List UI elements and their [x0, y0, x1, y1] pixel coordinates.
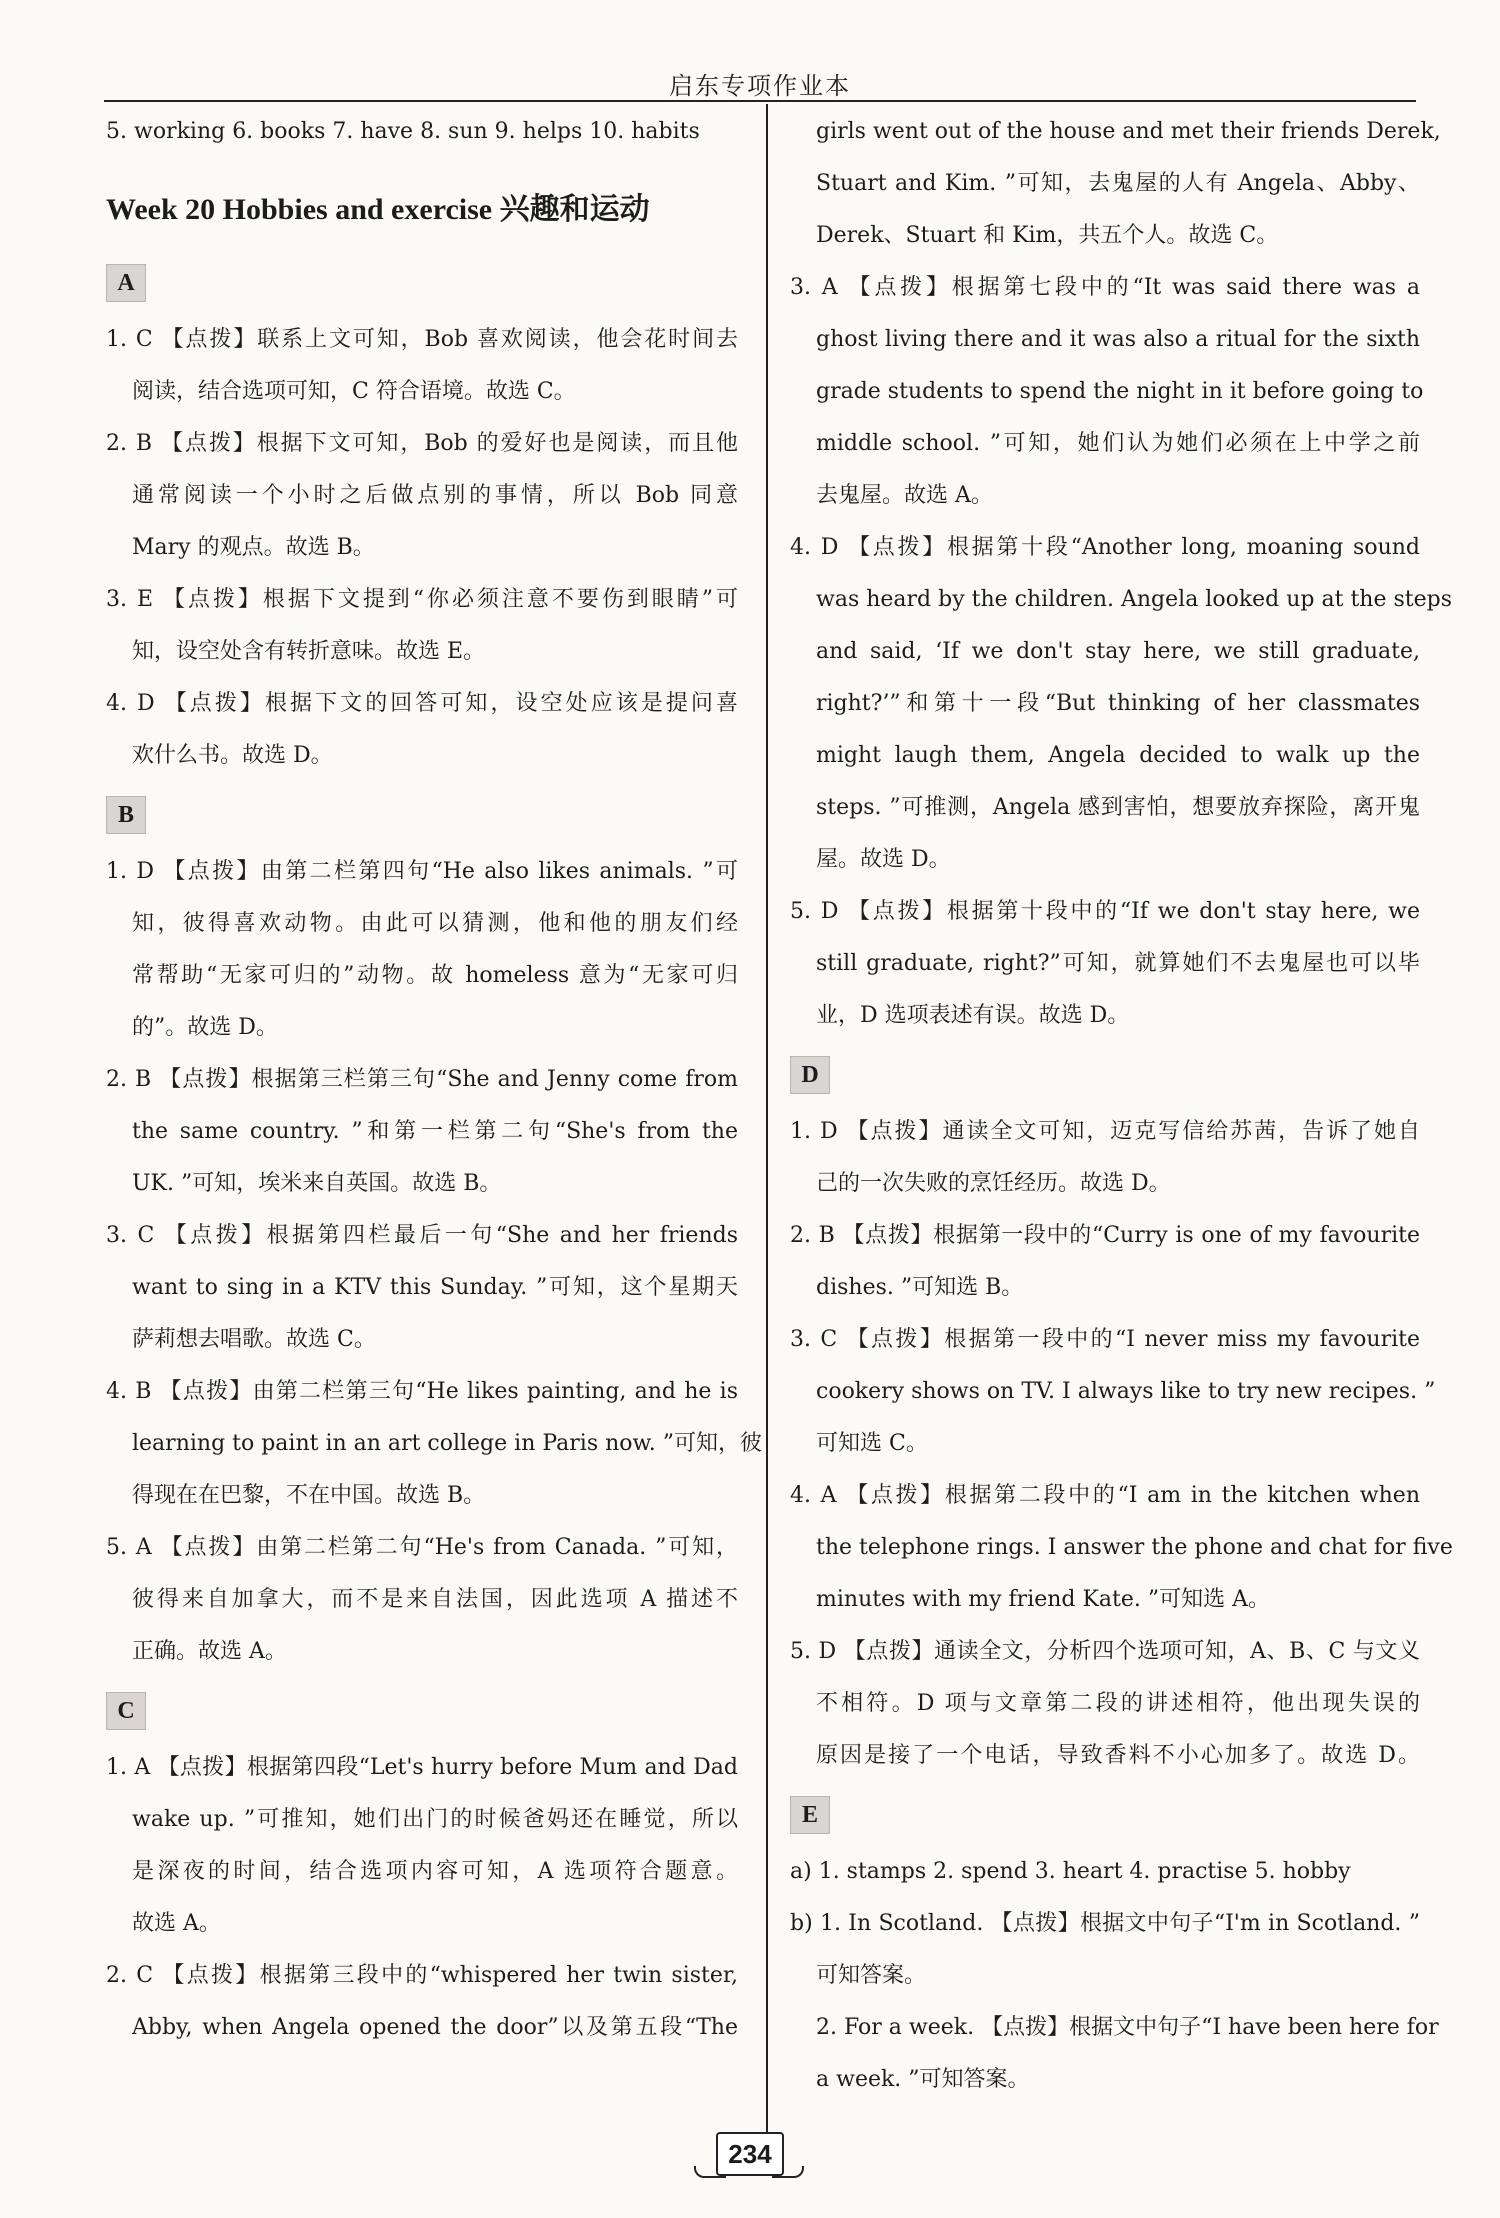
answer-line: 5. D 【点拨】通读全文，分析四个选项可知，A、B、C 与文义: [790, 1639, 1420, 1664]
answer-line: 2. For a week. 【点拨】根据文中句子“I have been here for: [816, 2015, 1439, 2040]
answer-line: 2. B 【点拨】根据第三栏第三句“She and Jenny come from: [106, 1067, 738, 1092]
answer-line: 3. E 【点拨】根据下文提到“你必须注意不要伤到眼睛”可: [106, 587, 738, 612]
answer-line: wake up. ”可推知，她们出门的时候爸妈还在睡觉，所以: [132, 1807, 738, 1832]
answer-line: 5. A 【点拨】由第二栏第二句“He's from Canada. ”可知，: [106, 1535, 738, 1560]
answer-line: and said, ‘If we don't stay here, we still graduate,: [816, 639, 1420, 664]
answer-line: 去鬼屋。故选 A。: [816, 483, 993, 508]
answer-line: the telephone rings. I answer the phone and chat for five: [816, 1535, 1453, 1560]
answer-line: UK. ”可知，埃米来自英国。故选 B。: [132, 1171, 502, 1196]
section-label-b: B: [106, 796, 146, 834]
answer-line: 常帮助“无家可归的”动物。故 homeless 意为“无家可归: [132, 963, 738, 988]
answer-line: 欢什么书。故选 D。: [132, 743, 333, 768]
book-decoration-right: [772, 2166, 804, 2178]
answer-line: 2. C 【点拨】根据第三段中的“whispered her twin sister,: [106, 1963, 738, 1988]
answer-line: still graduate, right?”可知，就算她们不去鬼屋也可以毕: [816, 951, 1420, 976]
answer-line: 不相符。D 项与文章第二段的讲述相符，他出现失误的: [816, 1691, 1420, 1716]
answer-line: 4. A 【点拨】根据第二段中的“I am in the kitchen when: [790, 1483, 1420, 1508]
answer-line: 得现在在巴黎，不在中国。故选 B。: [132, 1483, 486, 1508]
page-number: 234: [716, 2132, 784, 2176]
answer-line: 是深夜的时间，结合选项内容可知，A 选项符合题意。: [132, 1859, 738, 1884]
answer-line: cookery shows on TV. I always like to try new recipes. ”: [816, 1379, 1436, 1404]
answer-line: 萨莉想去唱歌。故选 C。: [132, 1327, 376, 1352]
answer-line: 故选 A。: [132, 1911, 221, 1936]
answer-line: 1. D 【点拨】通读全文可知，迈克写信给苏茜，告诉了她自: [790, 1119, 1420, 1144]
answer-line: 知，彼得喜欢动物。由此可以猜测，他和他的朋友们经: [132, 911, 738, 936]
answer-line: 3. C 【点拨】根据第四栏最后一句“She and her friends: [106, 1223, 738, 1248]
answer-line: was heard by the children. Angela looked up at the steps: [816, 587, 1452, 612]
answer-line: 3. A 【点拨】根据第七段中的“It was said there was a: [790, 275, 1420, 300]
left-column: [106, 106, 762, 2054]
header-title: 启东专项作业本: [669, 72, 851, 100]
week-title: Week 20 Hobbies and exercise 兴趣和运动: [106, 193, 650, 226]
answer-line: 5. working 6. books 7. have 8. sun 9. helps 10. habits: [106, 119, 700, 144]
answer-line: the same country. ”和第一栏第二句“She's from the: [132, 1119, 738, 1144]
answer-line: 的”。故选 D。: [132, 1015, 278, 1040]
answer-line: Derek、Stuart 和 Kim，共五个人。故选 C。: [816, 223, 1279, 248]
answer-line: middle school. ”可知，她们认为她们必须在上中学之前: [816, 431, 1420, 456]
answer-line: might laugh them, Angela decided to walk up the: [816, 743, 1420, 768]
section-e-answers: [790, 1846, 1439, 2106]
answer-line: 4. D 【点拨】根据下文的回答可知，设空处应该是提问喜: [106, 691, 738, 716]
answer-line: steps. ”可推测，Angela 感到害怕，想要放弃探险，离开鬼: [816, 795, 1420, 820]
section-b-answers: [106, 846, 762, 1678]
answer-line: 业，D 选项表述有误。故选 D。: [816, 1003, 1130, 1028]
answer-line: 可知选 C。: [816, 1431, 928, 1456]
answer-line: b) 1. In Scotland. 【点拨】根据文中句子“I'm in Scotland. ”: [790, 1911, 1420, 1936]
answer-line: 彼得来自加拿大，而不是来自法国，因此选项 A 描述不: [132, 1587, 738, 1612]
running-header: [104, 66, 1416, 102]
answer-line: a) 1. stamps 2. spend 3. heart 4. practise 5. hobby: [790, 1859, 1351, 1884]
section-d-answers: [790, 1106, 1453, 1782]
page-number-badge: [694, 2126, 804, 2186]
answer-line: 阅读，结合选项可知，C 符合语境。故选 C。: [132, 379, 576, 404]
answer-line: 4. D 【点拨】根据第十段“Another long, moaning sound: [790, 535, 1420, 560]
answer-line: Mary 的观点。故选 B。: [132, 535, 375, 560]
right-column: [790, 106, 1453, 2106]
answer-line: 1. D 【点拨】由第二栏第四句“He also likes animals. ”可: [106, 859, 738, 884]
answer-line: 4. B 【点拨】由第二栏第三句“He likes painting, and he is: [106, 1379, 738, 1404]
answer-line: Stuart and Kim. ”可知，去鬼屋的人有 Angela、Abby、: [816, 171, 1420, 196]
answer-line: learning to paint in an art college in Paris now. ”可知，彼: [132, 1431, 762, 1456]
section-c-answers: [106, 1742, 738, 2054]
section-label-a: A: [106, 264, 146, 302]
answer-line: 5. D 【点拨】根据第十段中的“If we don't stay here, we: [790, 899, 1420, 924]
section-label-c: C: [106, 1692, 146, 1730]
answer-line: 正确。故选 A。: [132, 1639, 287, 1664]
section-label-d: D: [790, 1056, 830, 1094]
answer-line: dishes. ”可知选 B。: [816, 1275, 1024, 1300]
answer-line: minutes with my friend Kate. ”可知选 A。: [816, 1587, 1271, 1612]
answer-line: 通常阅读一个小时之后做点别的事情，所以 Bob 同意: [132, 483, 738, 508]
answer-line: 可知答案。: [816, 1963, 927, 1988]
answer-line: 1. C 【点拨】联系上文可知，Bob 喜欢阅读，他会花时间去: [106, 327, 738, 352]
column-divider: [766, 104, 768, 2140]
answer-line: right?’”和第十一段“But thinking of her classmates: [816, 691, 1420, 716]
answer-line: 己的一次失败的烹饪经历。故选 D。: [816, 1171, 1171, 1196]
answer-line: 1. A 【点拨】根据第四段“Let's hurry before Mum and Dad: [106, 1755, 738, 1780]
answer-line: grade students to spend the night in it before going to: [816, 379, 1424, 404]
answer-line: 2. B 【点拨】根据第一段中的“Curry is one of my favourite: [790, 1223, 1420, 1248]
section-a-answers: [106, 314, 738, 782]
answer-line: 屋。故选 D。: [816, 847, 951, 872]
section-label-e: E: [790, 1796, 830, 1834]
answer-line: 原因是接了一个电话，导致香料不小心加多了。故选 D。: [816, 1743, 1420, 1768]
answer-line: 知，设空处含有转折意味。故选 E。: [132, 639, 486, 664]
section-c-continued: [790, 106, 1452, 1042]
answer-line: want to sing in a KTV this Sunday. ”可知，这个星期天: [132, 1275, 738, 1300]
answer-line: 2. B 【点拨】根据下文可知，Bob 的爱好也是阅读，而且他: [106, 431, 738, 456]
answer-line: 3. C 【点拨】根据第一段中的“I never miss my favourite: [790, 1327, 1420, 1352]
answer-line: ghost living there and it was also a ritual for the sixth: [816, 327, 1420, 352]
answer-line: a week. ”可知答案。: [816, 2067, 1030, 2092]
answer-line: Abby, when Angela opened the door”以及第五段“The: [132, 2015, 738, 2040]
answer-line: girls went out of the house and met their friends Derek,: [816, 119, 1441, 144]
